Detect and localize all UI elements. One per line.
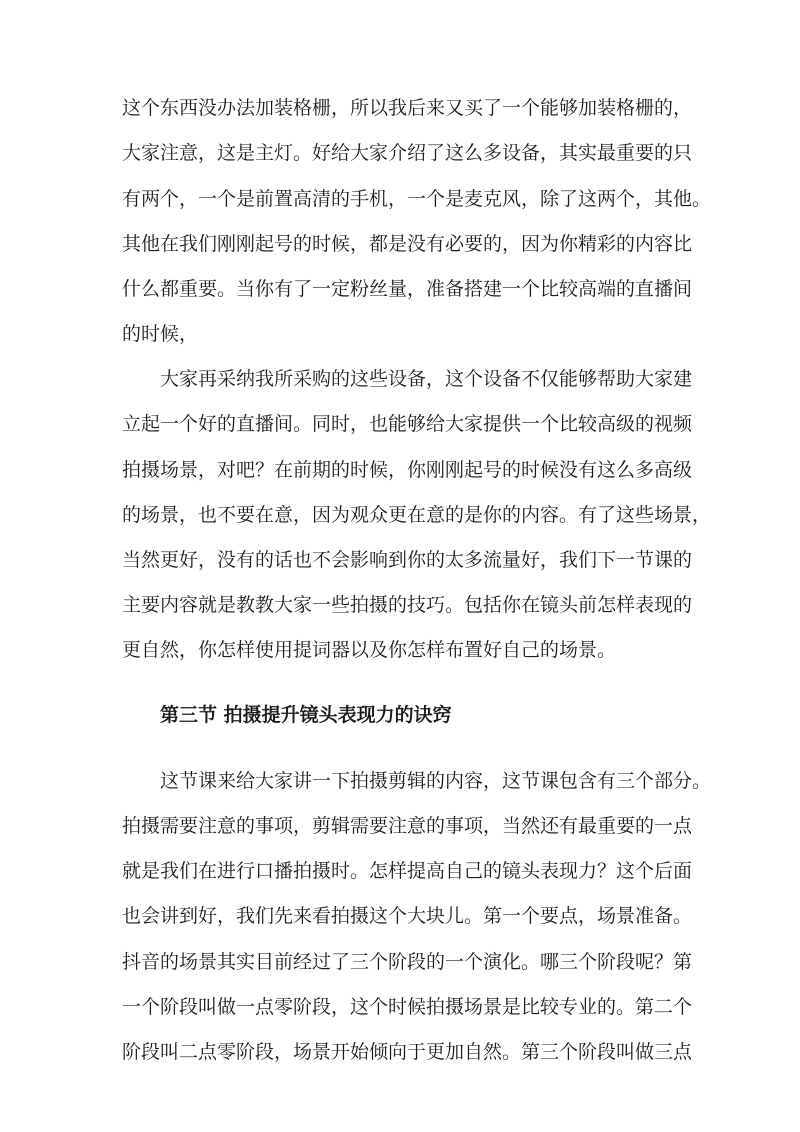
- paragraph-2-line-6: 主要内容就是教教大家一些拍摄的技巧。包括你在镜头前怎样表现的: [122, 594, 693, 616]
- paragraph-2-line-1: 大家再采纳我所采购的这些设备，这个设备不仅能够帮助大家建: [160, 368, 693, 390]
- paragraph-2-line-5: 当然更好，没有的话也不会影响到你的太多流量好，我们下一节课的: [122, 549, 693, 571]
- paragraph-3-line-3: 就是我们在进行口播拍摄时。怎样提高自己的镜头表现力？这个后面: [122, 860, 693, 882]
- paragraph-1-line-3: 有两个，一个是前置高清的手机，一个是麦克风，除了这两个，其他。: [122, 188, 712, 210]
- paragraph-1-line-2: 大家注意，这是主灯。好给大家介绍了这么多设备，其实最重要的只: [122, 142, 693, 164]
- paragraph-2-line-7: 更自然，你怎样使用提词器以及你怎样布置好自己的场景。: [122, 639, 617, 661]
- paragraph-1-line-5: 什么都重要。当你有了一定粉丝量，准备搭建一个比较高端的直播间: [122, 278, 693, 300]
- paragraph-3-line-1: 这节课来给大家讲一下拍摄剪辑的内容，这节课包含有三个部分。: [160, 770, 712, 792]
- paragraph-2-line-3: 拍摄场景，对吧？在前期的时候，你刚刚起号的时候没有这么多高级: [122, 459, 693, 481]
- paragraph-1-line-6: 的时候，: [122, 323, 199, 345]
- paragraph-2-line-2: 立起一个好的直播间。同时，也能够给大家提供一个比较高级的视频: [122, 413, 693, 435]
- paragraph-3-line-7: 阶段叫二点零阶段，场景开始倾向于更加自然。第三个阶段叫做三点: [122, 1041, 693, 1063]
- section-heading: 第三节 拍摄提升镜头表现力的诀窍: [160, 704, 452, 726]
- paragraph-3-line-2: 拍摄需要注意的事项，剪辑需要注意的事项，当然还有最重要的一点: [122, 815, 693, 837]
- paragraph-3-line-5: 抖音的场景其实目前经过了三个阶段的一个演化。哪三个阶段呢？第: [122, 951, 693, 973]
- paragraph-3-line-4: 也会讲到好，我们先来看拍摄这个大块儿。第一个要点，场景准备。: [122, 905, 693, 927]
- paragraph-1-line-4: 其他在我们刚刚起号的时候，都是没有必要的，因为你精彩的内容比: [122, 233, 693, 255]
- paragraph-3-line-6: 一个阶段叫做一点零阶段，这个时候拍摄场景是比较专业的。第二个: [122, 996, 693, 1018]
- paragraph-1-line-1: 这个东西没办法加装格栅，所以我后来又买了一个能够加装格栅的，: [122, 97, 693, 119]
- paragraph-2-line-4: 的场景，也不要在意，因为观众更在意的是你的内容。有了这些场景，: [122, 504, 712, 526]
